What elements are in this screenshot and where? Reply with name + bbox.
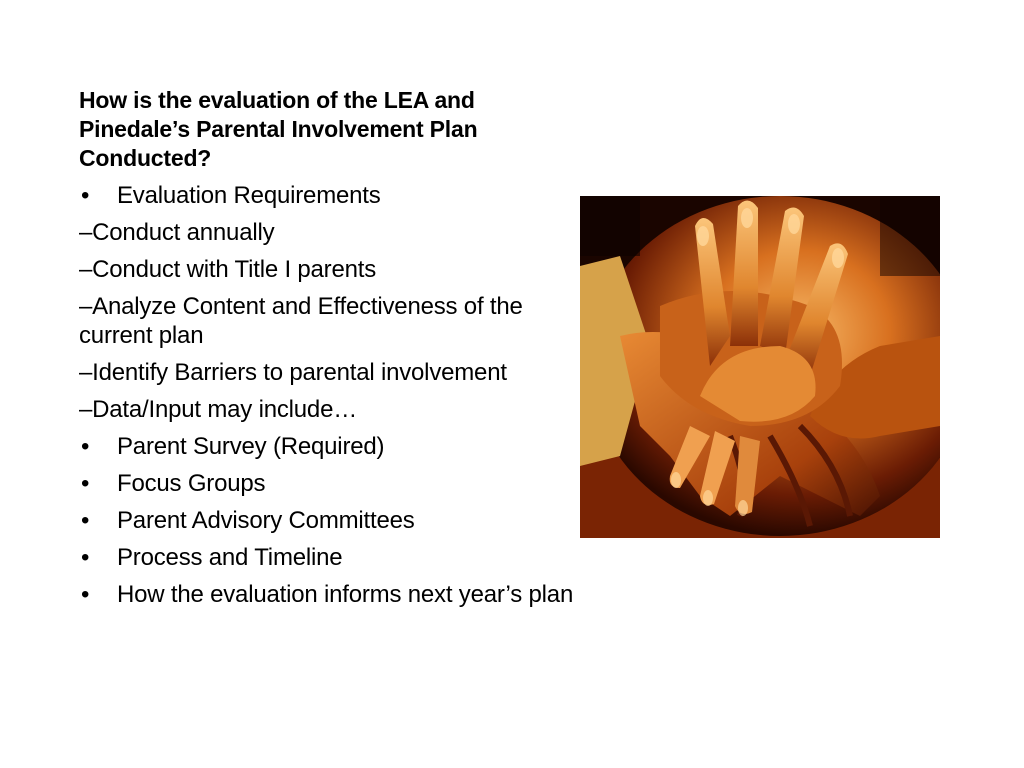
bullet-text: Process and Timeline [117,544,343,571]
bullet-marker: • [81,544,90,571]
bullet-item [79,543,579,572]
bullet-item [79,469,579,498]
bullet-marker: • [81,581,90,608]
stacked-hands-photo [580,196,940,538]
bullet-text: Parent Survey (Required) [117,433,385,460]
bullet-marker: • [81,433,90,460]
bullet-marker: • [81,507,90,534]
bullet-marker: • [81,182,90,209]
bullet-text: Focus Groups [117,470,266,497]
bullet-text: How the evaluation informs next year’s plan [117,581,574,608]
dash-item: –Identify Barriers to parental involvement [79,359,507,386]
slide-heading: How is the evaluation of the LEA and Pinedale’s Parental Involvement Plan Conducted? [79,87,478,171]
bullet-text: Evaluation Requirements [117,182,381,209]
bullet-item [79,432,579,461]
bullet-marker: • [81,470,90,497]
stacked-hands-illustration [580,196,940,538]
bullet-item [79,580,579,609]
dash-item: –Data/Input may include… [79,396,358,423]
bullet-text: Parent Advisory Committees [117,507,415,534]
bullet-item [79,181,579,210]
bullet-item [79,506,579,535]
dash-item: –Analyze Content and Effectiveness of the current plan [79,293,523,349]
dash-item: –Conduct annually [79,219,275,246]
dash-item: –Conduct with Title I parents [79,256,377,283]
slide-text-block [79,86,579,617]
